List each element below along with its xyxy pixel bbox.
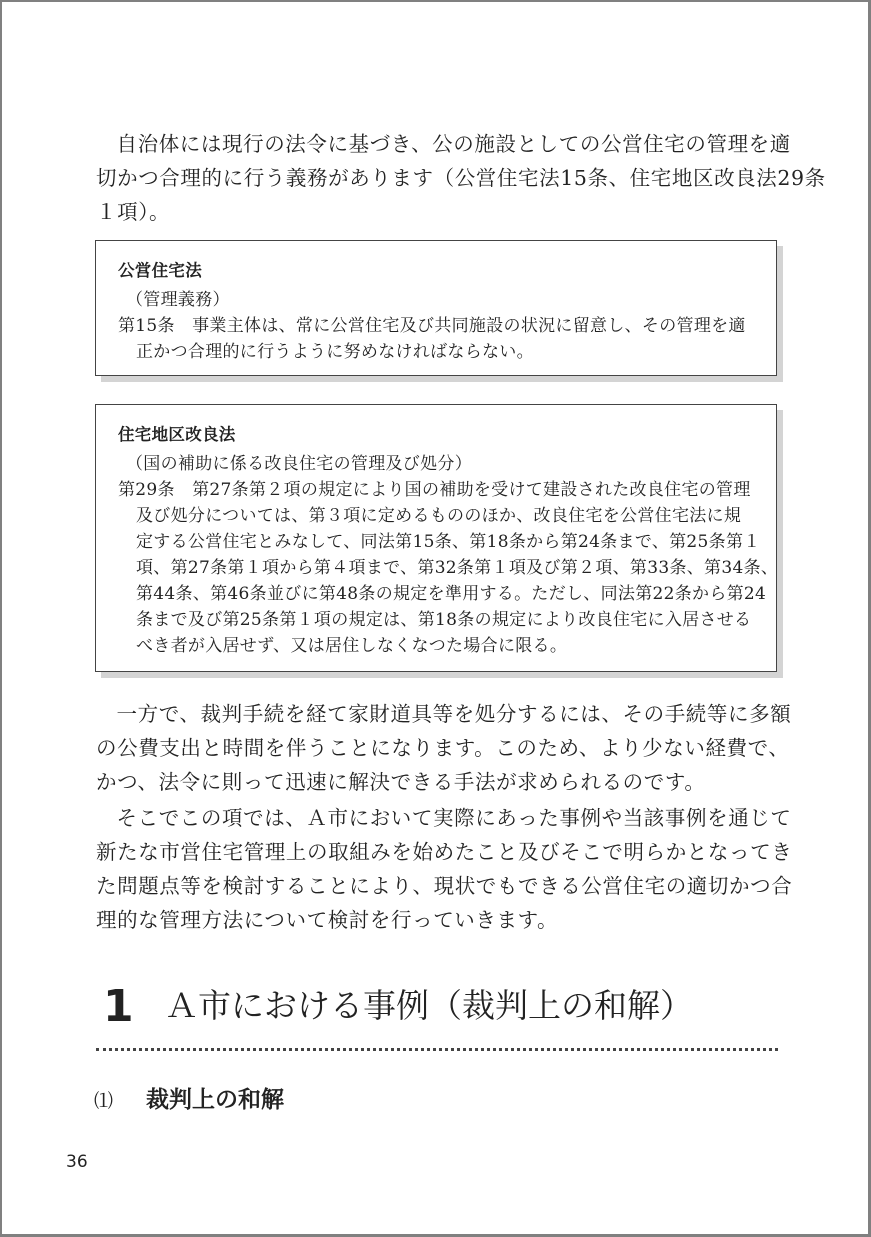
paragraph-line: た問題点等を検討することにより、現状でもできる公営住宅の適切かつ合 [96,874,793,898]
paragraph-line: 切かつ合理的に行う義務があります（公営住宅法15条、住宅地区改良法29条 [96,166,826,190]
paragraph-line: 自治体には現行の法令に基づき、公の施設としての公営住宅の管理を適 [116,132,791,156]
body-paragraph [96,697,792,799]
chapter-number: 1 [103,981,134,1032]
law-article-line: 及び処分については、第３項に定めるもののほか、改良住宅を公営住宅法に規 [136,506,742,526]
chapter-title: Ａ市における事例（裁判上の和解） [165,986,693,1025]
intro-paragraph [96,127,826,229]
body-paragraph [96,801,793,937]
paragraph-line: そこでこの項では、Ａ市において実際にあった事例や当該事例を通じて [116,806,792,830]
law-title: 住宅地区改良法 [118,425,236,444]
law-article-line: 第29条 第27条第２項の規定により国の補助を受けて建設された改良住宅の管理 [118,480,751,500]
law-excerpt-box-residential-improvement-act [95,404,777,672]
law-article-line: 条まで及び第25条第１項の規定は、第18条の規定により改良住宅に入居させる [136,610,752,630]
law-article-line: 定する公営住宅とみなして、同法第15条、第18条から第24条まで、第25条第１ [136,532,761,552]
law-article-line: 第15条 事業主体は、常に公営住宅及び共同施設の状況に留意し、その管理を適 [118,316,746,336]
law-title: 公営住宅法 [118,261,202,280]
paragraph-line: かつ、法令に則って迅速に解決できる手法が求められるのです。 [96,770,706,794]
page-number: 36 [66,1152,88,1172]
paragraph-line: １項）。 [96,200,171,224]
law-article-line: 項、第27条第１項から第４項まで、第32条第１項及び第２項、第33条、第34条、 [136,558,779,578]
paragraph-line: 新たな市営住宅管理上の取組みを始めたこと及びそこで明らかとなってき [96,840,793,864]
section-title: 裁判上の和解 [146,1087,284,1113]
law-article-caption: （管理義務） [126,290,230,310]
law-article-line: 正かつ合理的に行うように努めなければならない。 [136,342,534,362]
chapter-heading [103,981,693,1032]
section-number: ⑴ [94,1090,114,1112]
paragraph-line: 一方で、裁判手続を経て家財道具等を処分するには、その手続等に多額 [116,702,792,726]
chapter-dotted-divider [96,1048,778,1051]
law-article-caption: （国の補助に係る改良住宅の管理及び処分） [126,454,472,474]
law-article-line: 第44条、第46条並びに第48条の規定を準用する。ただし、同法第22条から第24 [136,584,767,604]
law-article-line: べき者が入居せず、又は居住しなくなつた場合に限る。 [136,636,568,656]
paragraph-line: 理的な管理方法について検討を行っていきます。 [96,908,559,932]
paragraph-line: の公費支出と時間を伴うことになります。このため、より少ない経費で、 [96,736,790,760]
law-excerpt-box-public-housing-act [95,240,777,376]
section-heading [94,1084,284,1117]
